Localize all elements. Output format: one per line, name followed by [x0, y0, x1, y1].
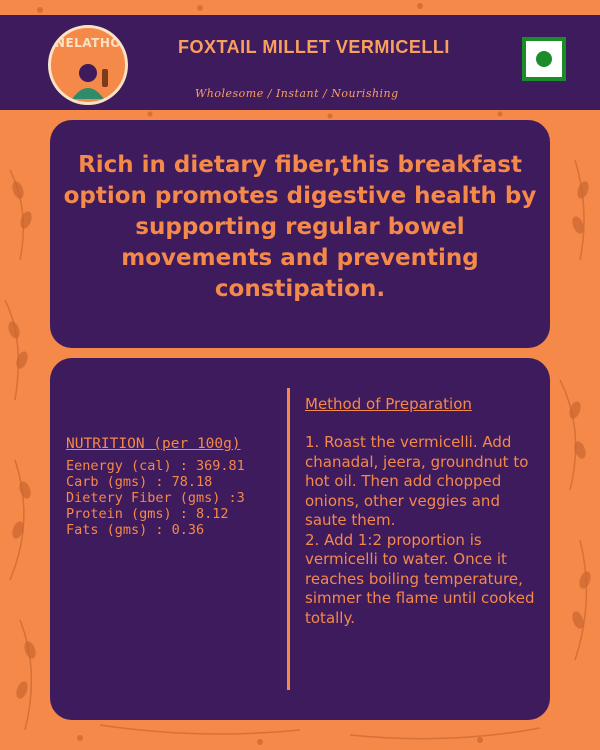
column-divider — [287, 388, 290, 690]
method-panel — [305, 395, 545, 628]
nutrition-row-fiber: Dietery Fiber (gms) :3 — [66, 490, 245, 506]
veg-dot — [536, 51, 552, 67]
nutrition-row-carb: Carb (gms) : 78.18 — [66, 474, 213, 490]
product-subtitle: Wholesome / Instant / Nourishing — [195, 87, 399, 100]
logo-text: NELATHO — [54, 36, 122, 50]
benefit-text: Rich in dietary fiber,this breakfast option promotes digestive health by supporting regular bowel movements and preventing constipation. — [63, 152, 537, 302]
benefit-card — [50, 120, 550, 348]
method-step-1: 1. Roast the vermicelli. Add chanadal, jeera, groundnut to hot oil. Then add chopped onions, other veggies and saute them. — [305, 433, 529, 529]
info-card — [50, 358, 550, 720]
product-title: FOXTAIL MILLET VERMICELLI — [178, 37, 450, 57]
brand-logo — [48, 25, 128, 105]
nutrition-row-protein: Protein (gms) : 8.12 — [66, 506, 229, 522]
nutrition-title: NUTRITION (per 100g) — [66, 436, 241, 452]
header-bar — [0, 15, 600, 110]
method-title: Method of Preparation — [305, 395, 472, 413]
nutrition-panel — [66, 436, 281, 538]
method-step-2: 2. Add 1:2 proportion is vermicelli to water. Once it reaches boiling temperature, simmer the flame until cooked totally. — [305, 530, 535, 627]
logo-figure-icon — [48, 25, 128, 105]
nutrition-row-energy: Eenergy (cal) : 369.81 — [66, 458, 245, 474]
veg-mark-icon — [522, 37, 566, 81]
nutrition-row-fats: Fats (gms) : 0.36 — [66, 522, 205, 538]
